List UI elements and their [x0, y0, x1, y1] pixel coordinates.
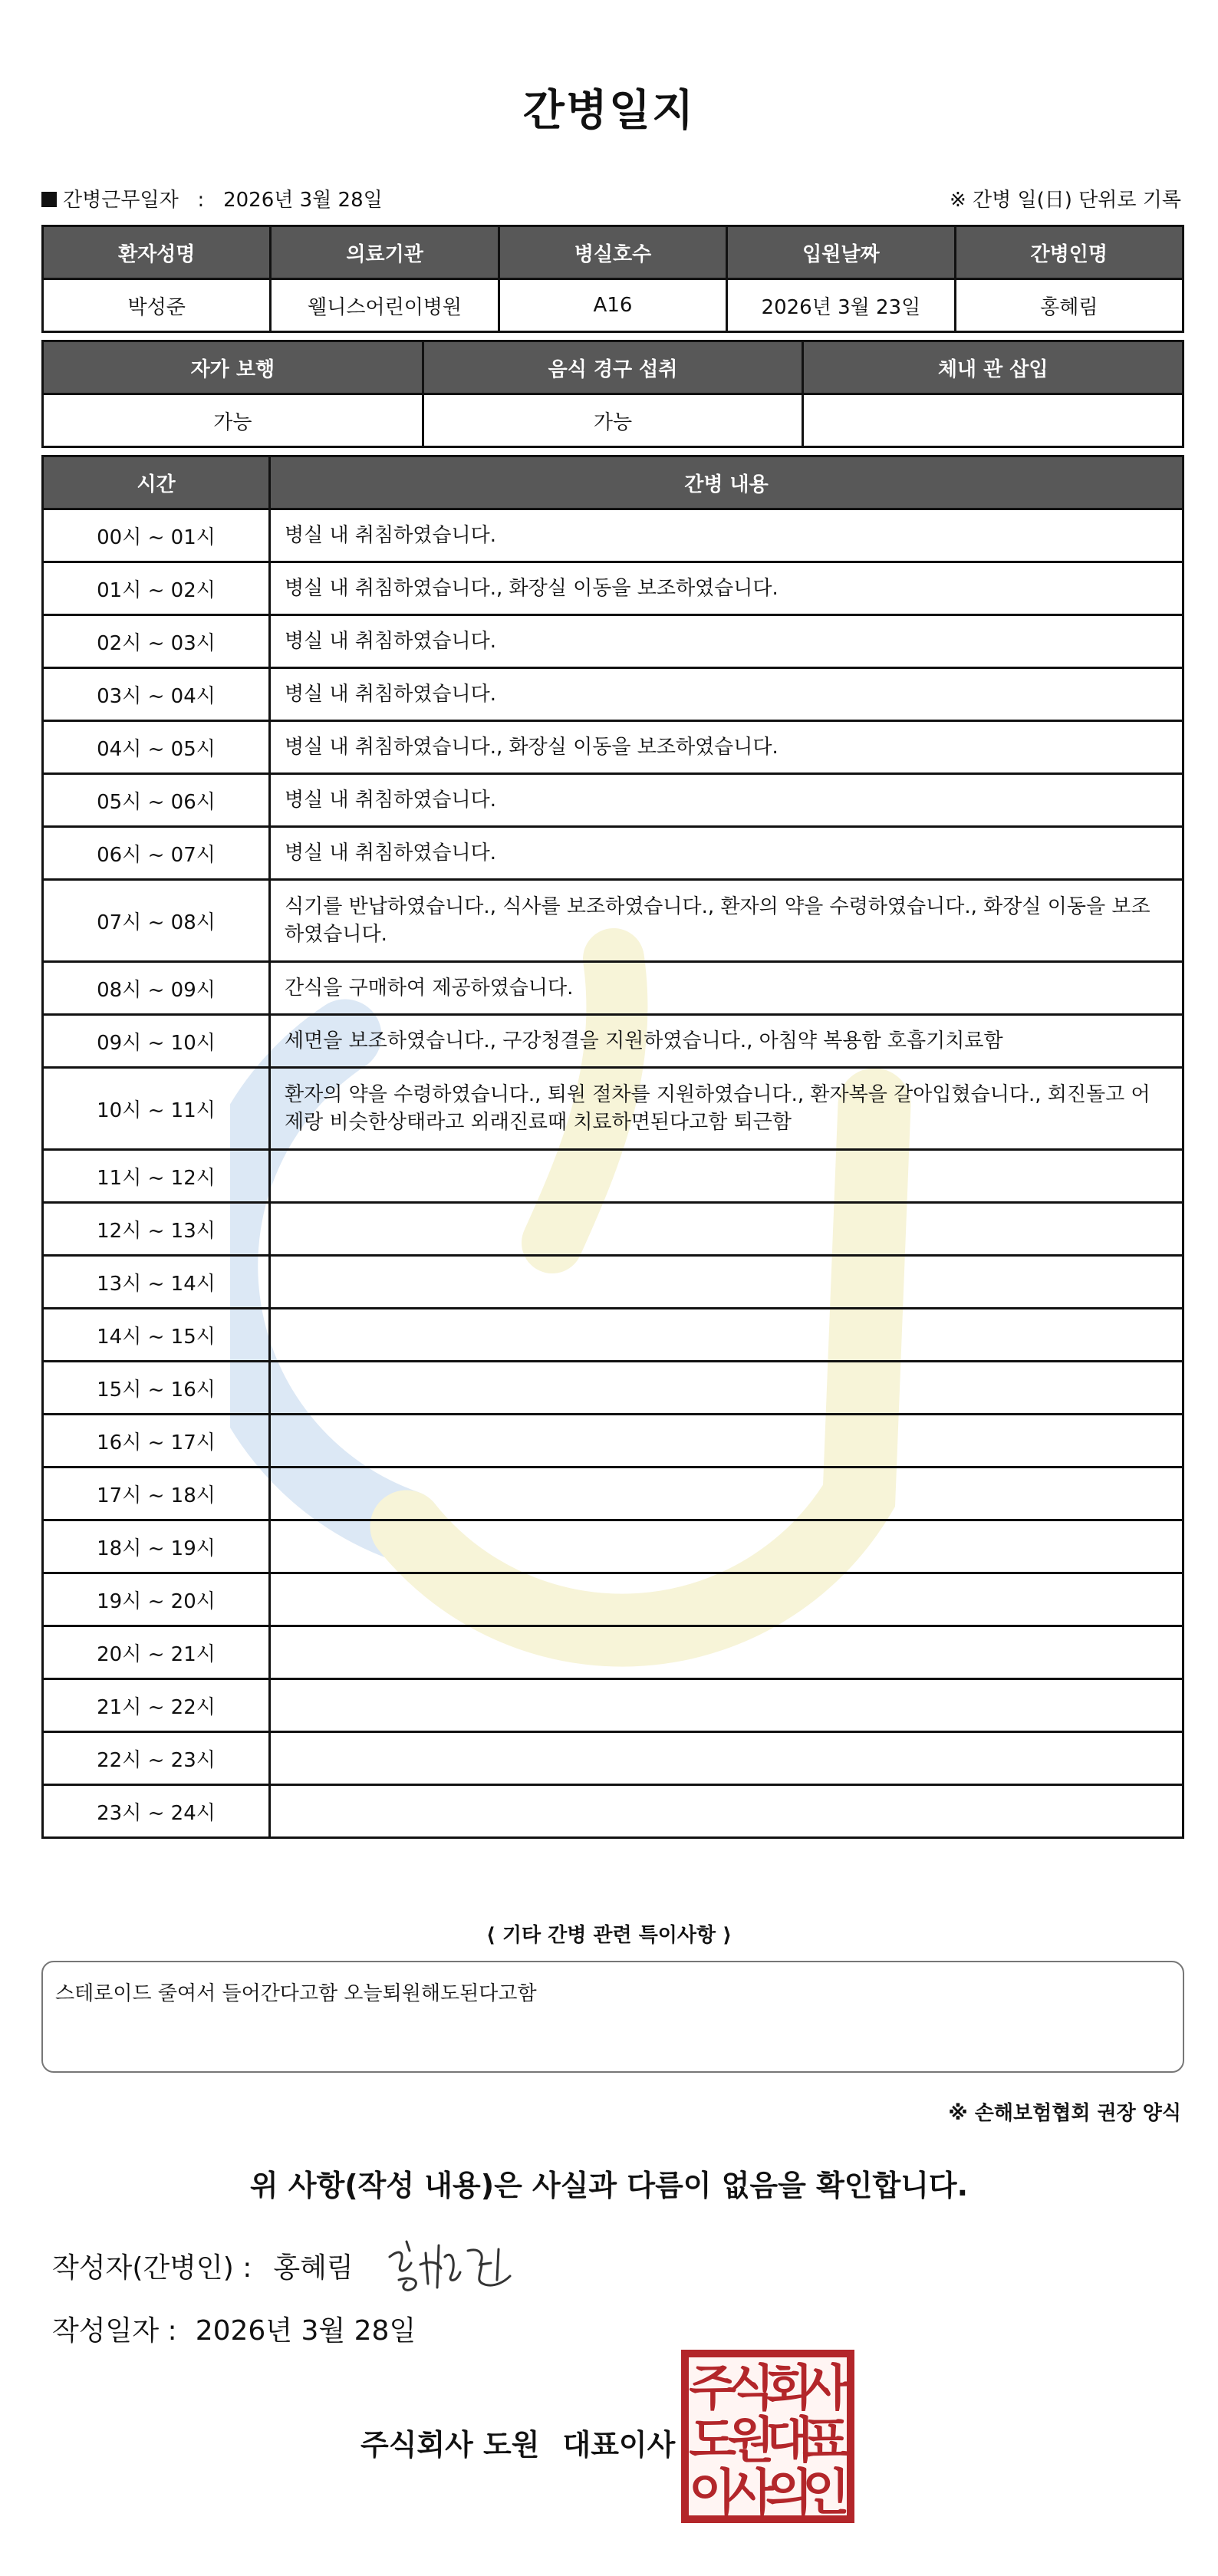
- header-time: 시간: [43, 456, 270, 509]
- log-time: 18시 ~ 19시: [43, 1520, 270, 1573]
- log-time: 19시 ~ 20시: [43, 1573, 270, 1626]
- log-content: [270, 1626, 1183, 1679]
- writer-line: [52, 2246, 354, 2285]
- log-content: 간식을 구매하여 제공하였습니다.: [270, 962, 1183, 1015]
- svg-text:의: 의: [765, 2465, 813, 2522]
- header-patient-name: 환자성명: [43, 226, 271, 279]
- log-time: 15시 ~ 16시: [43, 1362, 270, 1415]
- hospital-name: 웰니스어린이병원: [271, 279, 499, 332]
- log-time: 12시 ~ 13시: [43, 1203, 270, 1256]
- log-content: 병실 내 취침하였습니다., 화장실 이동을 보조하였습니다.: [270, 562, 1183, 615]
- daily-record-note: ※ 간병 일(日) 단위로 기록: [949, 189, 1181, 212]
- special-notes-box: [41, 1961, 1184, 2073]
- work-date-line: [41, 184, 383, 212]
- log-content: [270, 1732, 1183, 1785]
- log-content: [270, 1362, 1183, 1415]
- square-bullet-icon: [41, 192, 57, 207]
- log-time: 03시 ~ 04시: [43, 668, 270, 721]
- log-time: 08시 ~ 09시: [43, 962, 270, 1015]
- log-time: 14시 ~ 15시: [43, 1309, 270, 1362]
- log-time: 23시 ~ 24시: [43, 1785, 270, 1838]
- log-content: 병실 내 취침하였습니다.: [270, 615, 1183, 668]
- svg-text:인: 인: [802, 2465, 850, 2522]
- log-time: 13시 ~ 14시: [43, 1256, 270, 1309]
- header-self-walking: 자가 보행: [43, 341, 423, 394]
- handwritten-signature: [384, 2234, 518, 2295]
- table-row: [43, 1679, 1183, 1732]
- log-content: 환자의 약을 수령하였습니다., 퇴원 절차를 지원하였습니다., 환자복을 갈아입혔습니다., 회진돌고 어제랑 비슷한상태라고 외래진료때 치료하면된다고함 퇴근함: [270, 1068, 1183, 1150]
- header-room-number: 병실호수: [499, 226, 726, 279]
- log-time: 05시 ~ 06시: [43, 774, 270, 827]
- log-content: [270, 1785, 1183, 1838]
- svg-text:사: 사: [802, 2360, 850, 2417]
- svg-text:표: 표: [802, 2413, 850, 2469]
- tube-insertion-value: [803, 394, 1183, 447]
- patient-status-table: [41, 340, 1184, 448]
- svg-text:식: 식: [727, 2360, 775, 2417]
- company-signature-line: [360, 2421, 675, 2463]
- self-walking-value: 가능: [43, 394, 423, 447]
- table-row: [43, 1015, 1183, 1068]
- caregiver-name: 홍혜림: [955, 279, 1183, 332]
- log-time: 16시 ~ 17시: [43, 1415, 270, 1468]
- svg-text:회: 회: [765, 2360, 813, 2417]
- page-title: 간병일지: [522, 86, 696, 136]
- recommended-form-note: ※ 손해보험협회 권장 양식: [948, 2102, 1181, 2125]
- log-time: 09시 ~ 10시: [43, 1015, 270, 1068]
- header-oral-intake: 음식 경구 섭취: [423, 341, 803, 394]
- admission-date: 2026년 3월 23일: [727, 279, 955, 332]
- table-row: [43, 1150, 1183, 1203]
- written-date-value: 2026년 3월 28일: [195, 2315, 416, 2347]
- header-hospital: 의료기관: [271, 226, 499, 279]
- table-row: [43, 1256, 1183, 1309]
- table-row: [43, 880, 1183, 962]
- log-time: 06시 ~ 07시: [43, 827, 270, 880]
- table-row: [43, 615, 1183, 668]
- svg-text:원: 원: [727, 2413, 775, 2469]
- svg-text:사: 사: [727, 2465, 775, 2522]
- log-time: 20시 ~ 21시: [43, 1626, 270, 1679]
- header-admission-date: 입원날짜: [727, 226, 955, 279]
- company-name: 주식회사 도원: [360, 2428, 540, 2462]
- writer-name: 홍혜림: [273, 2252, 354, 2284]
- log-time: 10시 ~ 11시: [43, 1068, 270, 1150]
- log-content: [270, 1256, 1183, 1309]
- work-date-separator: :: [197, 189, 205, 212]
- log-content: [270, 1679, 1183, 1732]
- svg-text:이: 이: [689, 2465, 736, 2522]
- log-content: 병실 내 취침하였습니다., 화장실 이동을 보조하였습니다.: [270, 721, 1183, 774]
- table-row: [43, 1309, 1183, 1362]
- log-time: 17시 ~ 18시: [43, 1468, 270, 1520]
- log-content: [270, 1415, 1183, 1468]
- header-tube-insertion: 체내 관 삽입: [803, 341, 1183, 394]
- log-time: 11시 ~ 12시: [43, 1150, 270, 1203]
- written-date-label: 작성일자 :: [52, 2315, 177, 2347]
- log-content: [270, 1573, 1183, 1626]
- log-content: [270, 1468, 1183, 1520]
- work-date-value: 2026년 3월 28일: [223, 189, 383, 212]
- svg-text:대: 대: [765, 2413, 813, 2469]
- table-row: [43, 721, 1183, 774]
- care-log-table: [41, 455, 1184, 1839]
- log-time: 04시 ~ 05시: [43, 721, 270, 774]
- table-row: [43, 1626, 1183, 1679]
- log-time: 07시 ~ 08시: [43, 880, 270, 962]
- log-content: 병실 내 취침하였습니다.: [270, 827, 1183, 880]
- written-date-line: [52, 2309, 416, 2348]
- log-content: [270, 1520, 1183, 1573]
- table-row: [43, 1203, 1183, 1256]
- log-content: 병실 내 취침하였습니다.: [270, 774, 1183, 827]
- svg-text:주: 주: [689, 2360, 736, 2417]
- writer-label: 작성자(간병인) :: [52, 2252, 252, 2284]
- ceo-label: 대표이사: [562, 2428, 676, 2462]
- log-time: 02시 ~ 03시: [43, 615, 270, 668]
- table-row: [43, 1785, 1183, 1838]
- log-content: [270, 1150, 1183, 1203]
- log-content: [270, 1203, 1183, 1256]
- room-number: A16: [499, 279, 726, 332]
- svg-text:도: 도: [689, 2413, 736, 2469]
- log-time: 22시 ~ 23시: [43, 1732, 270, 1785]
- header-caregiver-name: 간병인명: [955, 226, 1183, 279]
- table-row: [43, 1415, 1183, 1468]
- log-content: 식기를 반납하였습니다., 식사를 보조하였습니다., 환자의 약을 수령하였습니다., 화장실 이동을 보조하였습니다.: [270, 880, 1183, 962]
- table-row: [43, 1068, 1183, 1150]
- patient-info-table: [41, 225, 1184, 333]
- log-time: 00시 ~ 01시: [43, 509, 270, 562]
- log-content: [270, 1309, 1183, 1362]
- table-row: [43, 1520, 1183, 1573]
- table-row: [43, 1468, 1183, 1520]
- table-row: [43, 562, 1183, 615]
- patient-name: 박성준: [43, 279, 271, 332]
- oral-intake-value: 가능: [423, 394, 803, 447]
- header-care-content: 간병 내용: [270, 456, 1183, 509]
- special-notes-text: 스테로이드 줄여서 들어간다고함 오늘퇴원해도된다고함: [55, 1982, 537, 2005]
- table-row: [43, 962, 1183, 1015]
- table-row: [43, 509, 1183, 562]
- table-row: [43, 1573, 1183, 1626]
- log-content: 병실 내 취침하였습니다.: [270, 509, 1183, 562]
- log-content: 병실 내 취침하였습니다.: [270, 668, 1183, 721]
- confirmation-statement: 위 사항(작성 내용)은 사실과 다름이 없음을 확인합니다.: [249, 2169, 969, 2202]
- log-time: 01시 ~ 02시: [43, 562, 270, 615]
- work-date-label: 간병근무일자: [63, 189, 179, 212]
- company-seal-stamp: [681, 2350, 854, 2523]
- table-row: [43, 1732, 1183, 1785]
- table-row: [43, 1362, 1183, 1415]
- table-row: [43, 827, 1183, 880]
- special-notes-title: ⟨ 기타 간병 관련 특이사항 ⟩: [486, 1924, 732, 1947]
- log-time: 21시 ~ 22시: [43, 1679, 270, 1732]
- log-content: 세면을 보조하였습니다., 구강청결을 지원하였습니다., 아침약 복용함 호흡기치료함: [270, 1015, 1183, 1068]
- table-row: [43, 668, 1183, 721]
- table-row: [43, 774, 1183, 827]
